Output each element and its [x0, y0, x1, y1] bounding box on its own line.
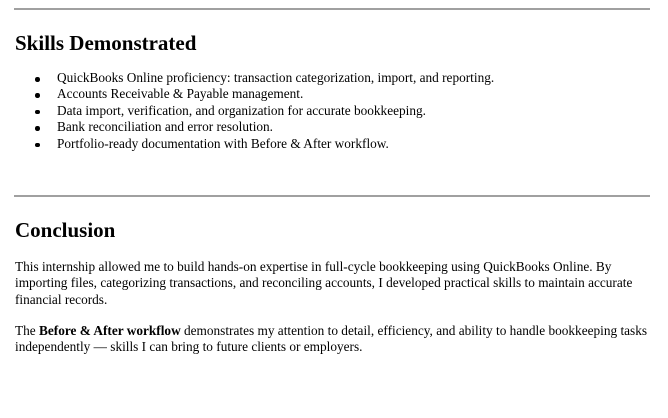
- skill-item-portfolio: Portfolio-ready documentation with Before & After workflow.: [15, 136, 494, 152]
- paragraph-2-prefix: The: [15, 323, 39, 338]
- conclusion-paragraph-1: This internship allowed me to build hands-on expertise in full-cycle bookkeeping using QuickBooks Online. By importing files, categorizing transactions, and reconciling accounts, I developed practical skills to maintain accurate financial records.: [15, 259, 633, 307]
- top-divider: [14, 8, 650, 10]
- skills-heading: Skills Demonstrated: [15, 31, 197, 55]
- skills-list: [15, 70, 494, 152]
- skill-item-data-import: Data import, verification, and organization for accurate bookkeeping.: [15, 103, 494, 119]
- skill-item-ar-ap: Accounts Receivable & Payable management.: [15, 86, 494, 102]
- paragraph-2-suffix: demonstrates my attention to detail, efficiency, and ability to handle bookkeeping tasks independently — skills I can bring to future clients or employers.: [15, 323, 648, 355]
- conclusion-paragraph-2: [15, 323, 655, 356]
- skill-item-quickbooks: QuickBooks Online proficiency: transaction categorization, import, and reporting.: [15, 70, 494, 86]
- conclusion-heading: Conclusion: [15, 218, 116, 242]
- section-divider: [14, 195, 650, 197]
- skill-item-reconciliation: Bank reconciliation and error resolution.: [15, 119, 494, 135]
- workflow-emphasis: Before & After workflow: [39, 323, 181, 338]
